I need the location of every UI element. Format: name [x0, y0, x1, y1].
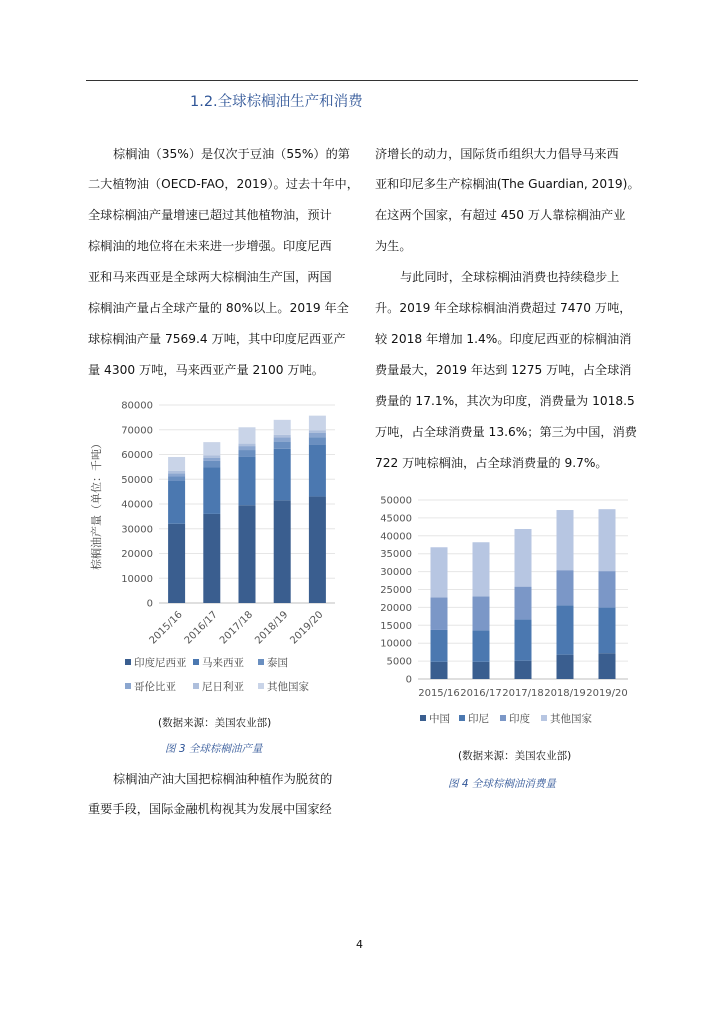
x-tick-label: 2018/19 — [253, 609, 291, 647]
chart1-source: (数据来源：美国农业部) — [158, 717, 272, 729]
x-tick-label: 2015/16 — [147, 609, 185, 647]
bar-segment — [274, 437, 291, 441]
bar-segment — [168, 457, 185, 471]
bar-segment — [168, 473, 185, 476]
chart2-caption: 图 4 全球棕榈油消费量 — [448, 778, 556, 790]
bar-segment — [203, 514, 220, 603]
bar-segment — [309, 445, 326, 497]
y-tick-label: 40000 — [121, 499, 153, 511]
bar-segment — [274, 449, 291, 500]
legend-swatch — [125, 683, 131, 689]
bar-segment — [168, 477, 185, 481]
legend-label: 泰国 — [267, 657, 288, 669]
y-tick-label: 0 — [146, 598, 153, 610]
paragraph-line: 全球棕榈油产量增速已超过其他植物油，预计 — [88, 208, 332, 222]
y-tick-label: 60000 — [121, 450, 153, 461]
y-tick-label: 30000 — [380, 567, 412, 579]
y-tick-label: 10000 — [380, 638, 412, 650]
paragraph-line: 722 万吨棕榈油，占全球消费量的 9.7%。 — [375, 456, 608, 470]
legend-label: 中国 — [429, 713, 450, 725]
bar-segment — [274, 435, 291, 437]
bar-segment — [473, 542, 490, 596]
page-number: 4 — [356, 938, 363, 951]
y-tick-label: 20000 — [121, 549, 153, 560]
bar-segment — [274, 500, 291, 603]
legend-label: 印尼 — [468, 713, 489, 725]
paragraph-line: 较 2018 年增加 1.4%。印度尼西亚的棕榈油消 — [375, 332, 632, 346]
legend-item — [193, 655, 244, 670]
y-tick-label: 80000 — [121, 400, 153, 412]
legend-swatch — [125, 659, 131, 665]
legend-swatch — [193, 659, 199, 665]
x-tick-label: 2016/17 — [182, 609, 220, 647]
legend-label: 哥伦比亚 — [134, 681, 176, 693]
paragraph-line: 棕榈油的地位将在未来进一步增强。印度尼西 — [88, 239, 332, 253]
y-tick-label: 25000 — [380, 585, 412, 596]
production-legend — [125, 655, 345, 695]
legend-item — [500, 711, 530, 726]
legend-swatch — [420, 715, 426, 721]
y-tick-label: 50000 — [121, 474, 153, 486]
header-rule — [86, 80, 638, 81]
legend-swatch — [258, 659, 264, 665]
production-chart-svg — [86, 392, 366, 654]
y-tick-label: 50000 — [380, 495, 412, 507]
paragraph-line: 与此同时，全球棕榈油消费也持续稳步上 — [400, 270, 620, 284]
legend-swatch — [459, 715, 465, 721]
bar-segment — [431, 547, 448, 597]
legend-item — [258, 655, 288, 670]
bar-segment — [203, 461, 220, 467]
bar-segment — [239, 446, 256, 450]
bar-segment — [557, 605, 574, 654]
paragraph-line: 费量的 17.1%，其次为印度，消费量为 1018.5 — [375, 394, 635, 408]
paragraph-line: 棕榈油产油大国把棕榈油种植作为脱贫的 — [113, 772, 333, 786]
legend-label: 印度 — [509, 713, 530, 725]
bar-segment — [168, 524, 185, 603]
y-tick-label: 40000 — [380, 531, 412, 543]
y-axis-title: 棕榈油产量（单位：千吨） — [90, 438, 103, 570]
paragraph-line: 量 4300 万吨，马来西亚产量 2100 万吨。 — [88, 363, 324, 377]
bar-segment — [239, 427, 256, 443]
bar-segment — [168, 471, 185, 473]
y-tick-label: 70000 — [121, 425, 153, 437]
bar-segment — [274, 442, 291, 449]
production-chart — [86, 392, 366, 654]
bar-segment — [309, 437, 326, 444]
bar-segment — [473, 630, 490, 662]
paragraph-line: 济增长的动力，国际货币组织大力倡导马来西 — [375, 147, 619, 161]
bar-segment — [599, 571, 616, 607]
bar-segment — [309, 497, 326, 603]
bar-segment — [515, 620, 532, 661]
consumption-chart-svg — [372, 490, 642, 702]
x-tick-label: 2016/17 — [460, 688, 502, 699]
bar-segment — [274, 420, 291, 435]
paragraph-line: 升。2019 年全球棕榈油消费超过 7470 万吨， — [375, 301, 632, 315]
bar-segment — [431, 630, 448, 662]
y-tick-label: 10000 — [121, 573, 153, 585]
bar-segment — [203, 442, 220, 455]
legend-item — [541, 711, 592, 726]
y-tick-label: 5000 — [386, 656, 412, 668]
y-tick-label: 35000 — [380, 549, 412, 561]
x-tick-label: 2017/18 — [502, 688, 544, 699]
bar-segment — [203, 467, 220, 514]
y-tick-label: 20000 — [380, 602, 412, 614]
bar-segment — [309, 416, 326, 431]
bar-segment — [431, 597, 448, 630]
y-tick-label: 30000 — [121, 524, 153, 536]
y-tick-label: 0 — [405, 674, 412, 686]
paragraph-line: 棕榈油产量占全球产量的 80%以上。2019 年全 — [88, 301, 349, 315]
bar-segment — [557, 510, 574, 570]
consumption-legend — [420, 711, 620, 727]
legend-item — [258, 679, 309, 694]
bar-segment — [239, 450, 256, 457]
paragraph-line: 为生。 — [375, 239, 412, 253]
legend-item — [459, 711, 489, 726]
bar-segment — [515, 529, 532, 587]
x-tick-label: 2017/18 — [217, 609, 256, 647]
bar-segment — [515, 587, 532, 620]
bar-segment — [599, 509, 616, 571]
paragraph-line: 万吨，占全球消费量 13.6%；第三为中国，消费 — [375, 425, 637, 439]
bar-segment — [431, 662, 448, 679]
legend-item — [193, 679, 244, 694]
paragraph-line: 亚和马来西亚是全球两大棕榈油生产国，两国 — [88, 270, 332, 284]
y-tick-label: 15000 — [380, 620, 412, 632]
bar-segment — [309, 430, 326, 432]
legend-swatch — [193, 683, 199, 689]
bar-segment — [599, 608, 616, 654]
bar-segment — [473, 662, 490, 679]
bar-segment — [203, 458, 220, 461]
bar-segment — [168, 481, 185, 524]
bar-segment — [473, 596, 490, 630]
legend-label: 印度尼西亚 — [134, 657, 187, 669]
bar-segment — [239, 444, 256, 446]
paragraph-line: 棕榈油（35%）是仅次于豆油（55%）的第 — [113, 147, 350, 161]
bar-segment — [599, 653, 616, 679]
bar-segment — [203, 456, 220, 458]
bar-segment — [309, 433, 326, 437]
paragraph-line: 费量最大，2019 年达到 1275 万吨，占全球消 — [375, 363, 632, 377]
y-tick-label: 45000 — [380, 513, 412, 525]
legend-label: 其他国家 — [550, 713, 592, 725]
paragraph-line: 球棕榈油产量 7569.4 万吨，其中印度尼西亚产 — [88, 332, 346, 346]
legend-swatch — [258, 683, 264, 689]
x-tick-label: 2019/20 — [586, 688, 628, 699]
legend-swatch — [500, 715, 506, 721]
legend-label: 尼日利亚 — [202, 681, 244, 693]
chart2-source: (数据来源：美国农业部) — [458, 750, 572, 762]
legend-item — [125, 679, 176, 694]
x-tick-label: 2018/19 — [544, 688, 586, 699]
x-tick-label: 2015/16 — [418, 688, 460, 699]
legend-label: 马来西亚 — [202, 657, 244, 669]
legend-item — [125, 655, 187, 670]
legend-swatch — [541, 715, 547, 721]
legend-item — [420, 711, 450, 726]
legend-label: 其他国家 — [267, 681, 309, 693]
paragraph-line: 亚和印尼多生产棕榈油(The Guardian, 2019)。 — [375, 177, 640, 191]
section-title: 1.2.全球棕榈油生产和消费 — [190, 94, 363, 110]
paragraph-line: 在这两个国家，有超过 450 万人靠棕榈油产业 — [375, 208, 626, 222]
paragraph-line: 二大植物油（OECD-FAO，2019）。过去十年中， — [88, 177, 359, 191]
bar-segment — [557, 570, 574, 605]
bar-segment — [515, 661, 532, 679]
chart1-caption: 图 3 全球棕榈油产量 — [165, 743, 263, 755]
consumption-chart — [372, 490, 642, 702]
paragraph-line: 重要手段，国际金融机构视其为发展中国家经 — [88, 802, 332, 816]
bar-segment — [239, 457, 256, 505]
bar-segment — [239, 505, 256, 603]
bar-segment — [557, 655, 574, 679]
x-tick-label: 2019/20 — [288, 609, 326, 647]
